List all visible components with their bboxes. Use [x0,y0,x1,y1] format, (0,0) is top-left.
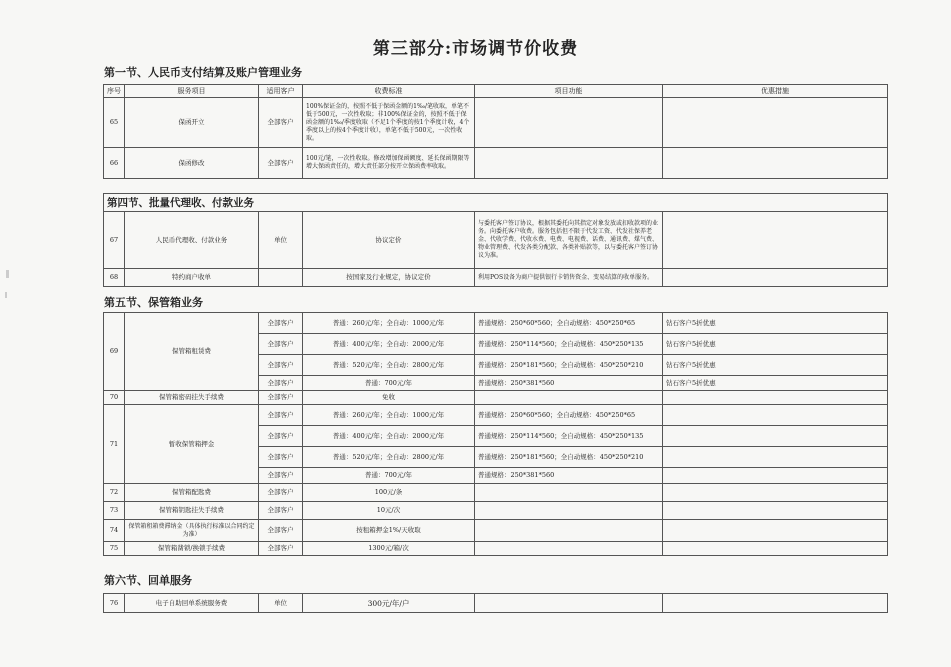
row-function: 利用POS设备为商户提供银行卡销售资金、变易结算的收单服务。 [475,269,663,287]
row-customer: 全部客户 [259,468,303,484]
row-item: 保函开立 [125,98,259,148]
row-customer: 全部客户 [259,447,303,468]
row-function: 普通规格：250*381*560 [475,468,663,484]
fee-table-section-6 [103,593,888,613]
row-standard: 300元/年/户 [303,594,475,613]
row-function [475,98,663,148]
row-item: 保管箱租箱费滞纳金（具体执行标准以合同约定为准） [125,520,259,542]
row-function: 普通规格：250*181*560；全自动规格：450*250*210 [475,447,663,468]
row-standard: 100元/条 [303,484,475,502]
row-function: 与委托客户签订协议，根据其委托向其指定对象发放或扣收款项的业务。向委托客户收费。服务包括但不限于代发工资、代发社保养老金、代收学费、代收水费、电费、电视费、话费、通讯费、煤气费、物业管理费、代发各类分配款、各类补贴款等，以与委托客户签订协议为准。 [475,212,663,269]
row-discount: 钻石客户5折优惠 [663,313,888,334]
row-no: 73 [104,502,125,520]
table-row [104,542,888,556]
table-row [104,520,888,542]
row-no: 65 [104,98,125,148]
row-function: 普通规格：250*181*560；全自动规格：450*250*210 [475,355,663,376]
table-row [104,212,888,269]
fee-table-section-5 [103,312,888,556]
row-customer: 全部客户 [259,502,303,520]
row-discount [663,405,888,426]
row-standard: 普通：260元/年；全自动：1000元/年 [303,313,475,334]
row-customer: 全部客户 [259,542,303,556]
row-function [475,594,663,613]
section-5-heading: 第五节、保管箱业务 [104,296,203,309]
row-standard: 普通：400元/年；全自动：2000元/年 [303,334,475,355]
row-standard: 按租箱押金1%/天收取 [303,520,475,542]
header-function: 项目功能 [475,85,663,98]
row-no: 67 [104,212,125,269]
row-no: 71 [104,405,125,484]
page-title: 第三部分:市场调节价收费 [372,39,579,59]
table-row [104,484,888,502]
row-customer: 全部客户 [259,334,303,355]
header-discount: 优惠措施 [663,85,888,98]
row-no: 76 [104,594,125,613]
row-discount [663,212,888,269]
row-item: 保管箱租赁费 [125,313,259,391]
section-1-heading: 第一节、人民币支付结算及账户管理业务 [104,66,302,79]
row-standard: 按国家及行业规定，协议定价 [303,269,475,287]
row-no: 69 [104,313,125,391]
table-row [104,98,888,148]
row-customer: 全部客户 [259,405,303,426]
row-no: 75 [104,542,125,556]
row-customer: 全部客户 [259,355,303,376]
row-discount: 钻石客户5折优惠 [663,376,888,391]
row-discount [663,391,888,405]
row-standard: 10元/次 [303,502,475,520]
table-row [104,269,888,287]
section-4-heading: 第四节、批量代理收、付款业务 [104,194,888,212]
scan-speck [5,292,7,298]
row-item: 保管箱凿锁/换锁手续费 [125,542,259,556]
row-customer [259,269,303,287]
row-discount: 钻石客户5折优惠 [663,355,888,376]
row-customer: 全部客户 [259,391,303,405]
row-discount [663,426,888,447]
row-standard: 100%保证金的，按照不低于保函金额的1‰/笔收取，单笔不低于500元，一次性收取；非100%保证金的，按照不低于保函金额的1‰/季度收取（不足1个季度的按1个季度计收，4个季度以上的按4个季度计收），单笔不低于500元，一次性收取。 [303,98,475,148]
table-row [104,313,888,334]
row-discount [663,269,888,287]
row-function [475,148,663,179]
table-row [104,148,888,179]
row-no: 68 [104,269,125,287]
row-standard: 普通：700元/年 [303,376,475,391]
fee-table-section-1 [103,84,888,179]
row-customer: 全部客户 [259,98,303,148]
fee-table-section-4 [103,193,888,287]
row-no: 72 [104,484,125,502]
row-standard: 100元/笔，一次性收取。修改增加保函额度、延长保函期限等增大保函责任的，增大责任部分按开立保函费率收取。 [303,148,475,179]
row-customer: 全部客户 [259,148,303,179]
row-function: 普通规格：250*381*560 [475,376,663,391]
row-customer: 全部客户 [259,376,303,391]
table-row [104,391,888,405]
row-item: 保管箱配匙费 [125,484,259,502]
row-no: 70 [104,391,125,405]
table-row [104,502,888,520]
row-item: 特约商户收单 [125,269,259,287]
row-standard: 普通：520元/年；全自动：2800元/年 [303,355,475,376]
row-standard: 协议定价 [303,212,475,269]
row-function: 普通规格：250*114*560；全自动规格：450*250*135 [475,334,663,355]
row-standard: 普通：520元/年；全自动：2800元/年 [303,447,475,468]
table-row [104,405,888,426]
row-discount [663,594,888,613]
row-discount: 钻石客户5折优惠 [663,334,888,355]
header-standard: 收费标准 [303,85,475,98]
row-standard: 普通：700元/年 [303,468,475,484]
row-function: 普通规格：250*60*560；全自动规格：450*250*65 [475,405,663,426]
row-item: 电子自助回单系统服务费 [125,594,259,613]
row-function [475,391,663,405]
row-standard: 免收 [303,391,475,405]
header-item: 服务项目 [125,85,259,98]
scan-speck [6,270,9,278]
row-customer: 全部客户 [259,313,303,334]
row-customer: 全部客户 [259,520,303,542]
header-customer: 适用客户 [259,85,303,98]
row-item: 保管箱密码挂失手续费 [125,391,259,405]
row-discount [663,468,888,484]
row-no: 66 [104,148,125,179]
row-standard: 1300元/箱/次 [303,542,475,556]
row-item: 暂收保管箱押金 [125,405,259,484]
row-customer: 单位 [259,594,303,613]
row-customer: 全部客户 [259,484,303,502]
table-header-row [104,85,888,98]
row-customer: 单位 [259,212,303,269]
row-item: 人民币代理收、付款业务 [125,212,259,269]
row-function: 普通规格：250*60*560；全自动规格：450*250*65 [475,313,663,334]
row-standard: 普通：260元/年；全自动：1000元/年 [303,405,475,426]
row-no: 74 [104,520,125,542]
section-6-heading: 第六节、回单服务 [104,574,192,587]
row-discount [663,148,888,179]
row-standard: 普通：400元/年；全自动：2000元/年 [303,426,475,447]
row-item: 保管箱钥匙挂失手续费 [125,502,259,520]
table-row [104,594,888,613]
row-discount [663,98,888,148]
header-no: 序号 [104,85,125,98]
row-function: 普通规格：250*114*560；全自动规格：450*250*135 [475,426,663,447]
row-customer: 全部客户 [259,426,303,447]
row-item: 保函修改 [125,148,259,179]
row-discount [663,447,888,468]
